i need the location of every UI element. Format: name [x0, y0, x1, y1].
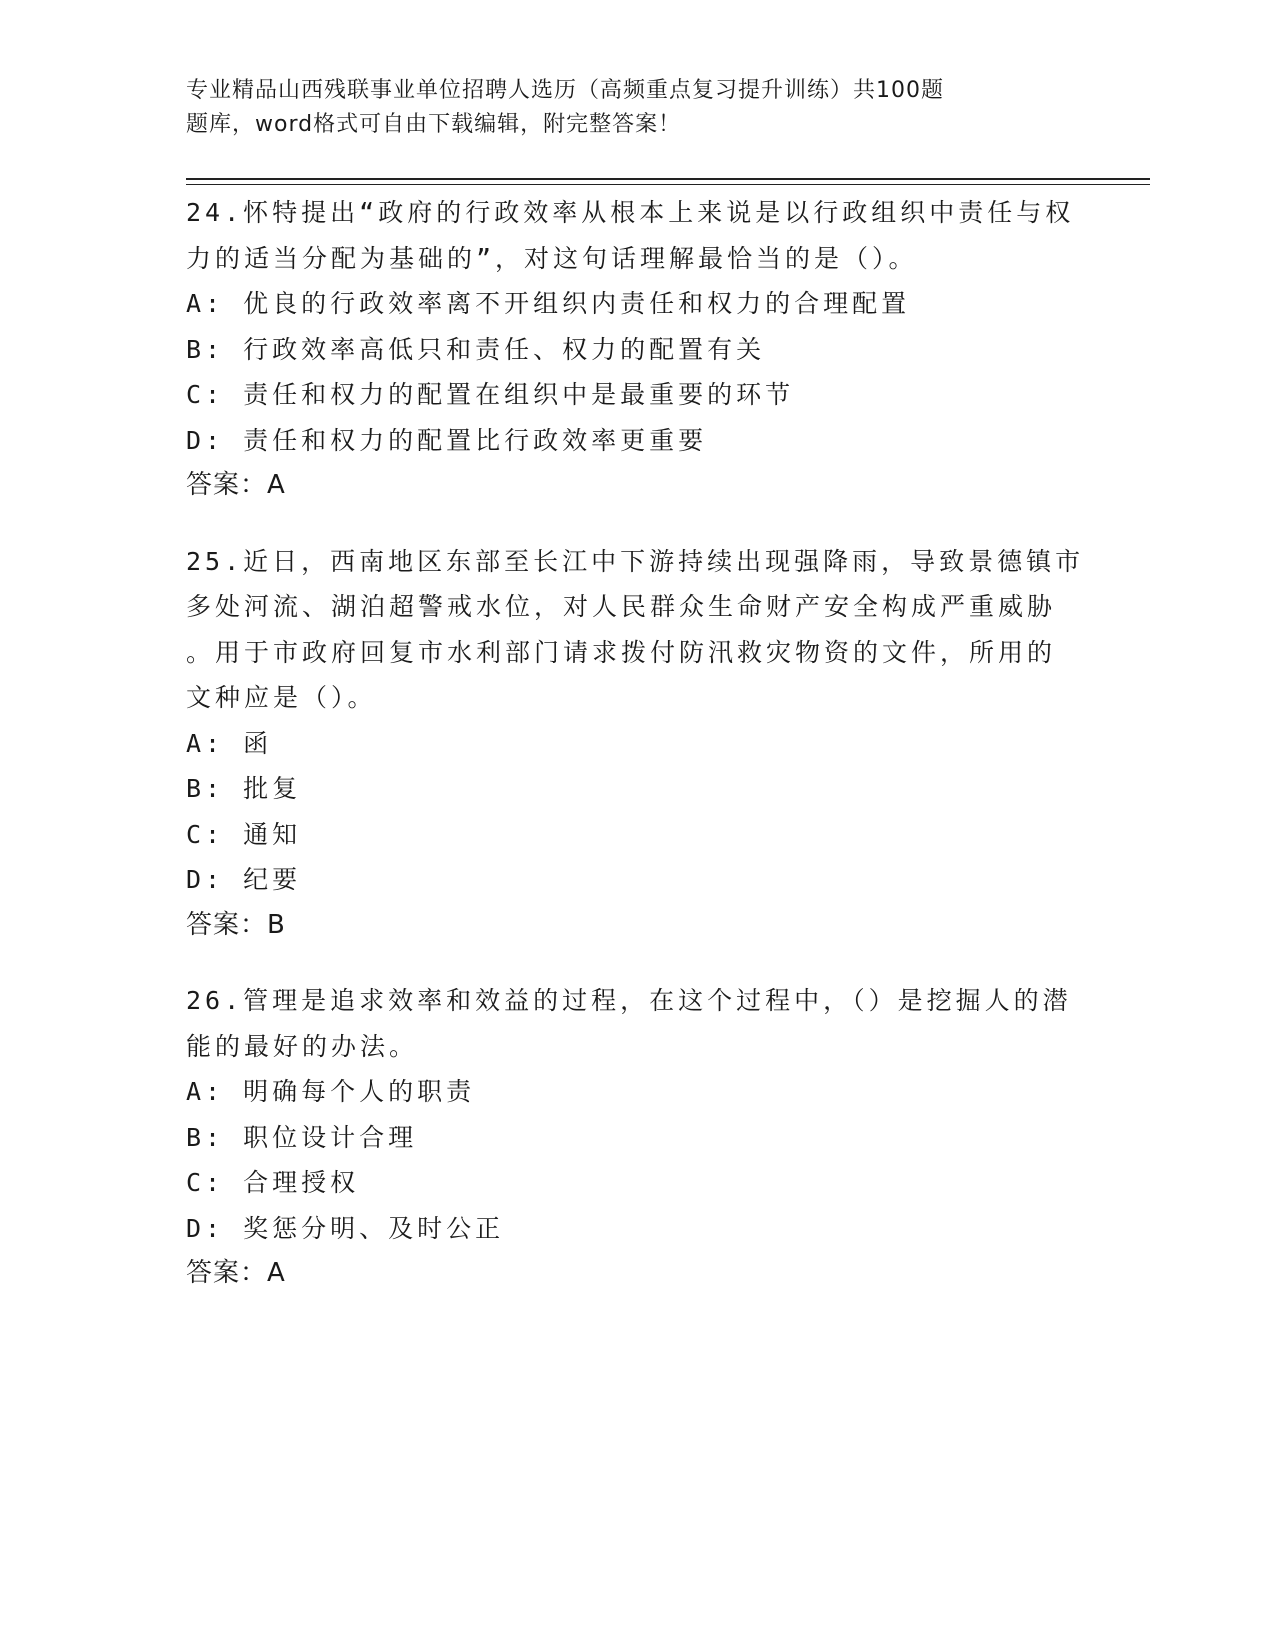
question-25 [186, 539, 1086, 949]
question-text [186, 539, 1086, 721]
question-list [186, 190, 1086, 1327]
option-a: A: 函 [186, 728, 273, 758]
option-d: D: 纪要 [186, 865, 302, 894]
header-divider-thick [186, 178, 1150, 180]
header-divider-thin [186, 184, 1150, 185]
option-b: B: 行政效率高低只和责任、权力的配置有关 [186, 334, 766, 364]
option-a: A: 明确每个人的职责 [186, 1077, 476, 1106]
question-26 [186, 978, 1086, 1297]
option-c: C: 合理授权 [186, 1168, 360, 1197]
question-text-line: 文种应是（）。 [186, 683, 377, 712]
option-d: D: 奖惩分明、及时公正 [186, 1213, 505, 1243]
question-text [186, 190, 1086, 281]
header-line-2: 题库，word格式可自由下载编辑，附完整答案！ [186, 112, 682, 137]
header-line-1: 专业精品山西残联事业单位招聘人选历（高频重点复习提升训练）共100题 [186, 78, 944, 103]
option-c: C: 责任和权力的配置在组织中是最重要的环节 [186, 380, 795, 409]
question-text-line: 能的最好的办法。 [186, 1031, 419, 1061]
answer: 答案：A [186, 470, 286, 500]
question-text-line: 多处河流、湖泊超警戒水位，对人民群众生命财产安全构成严重威胁 [186, 592, 1057, 621]
answer: 答案：B [186, 909, 286, 940]
question-text-line: 。用于市政府回复市水利部门请求拨付防汛救灾物资的文件，所用的 [186, 637, 1057, 667]
question-text-line: 26.管理是追求效率和效益的过程，在这个过程中，（）是挖掘人的潜 [186, 986, 1072, 1015]
option-a: A: 优良的行政效率离不开组织内责任和权力的合理配置 [186, 289, 911, 318]
question-text [186, 978, 1086, 1069]
question-24 [186, 190, 1086, 509]
question-text-line: 25.近日，西南地区东部至长江中下游持续出现强降雨，导致景德镇市 [186, 546, 1085, 576]
question-text-line: 24.怀特提出“政府的行政效率从根本上来说是以行政组织中责任与权 [186, 198, 1075, 227]
answer: 答案：A [186, 1258, 286, 1288]
option-b: B: 批复 [186, 774, 302, 803]
option-c: C: 通知 [186, 819, 302, 849]
option-d: D: 责任和权力的配置比行政效率更重要 [186, 425, 708, 455]
question-text-line: 力的适当分配为基础的”，对这句话理解最恰当的是（）。 [186, 243, 918, 273]
document-header [186, 74, 1046, 142]
option-b: B: 职位设计合理 [186, 1122, 418, 1152]
